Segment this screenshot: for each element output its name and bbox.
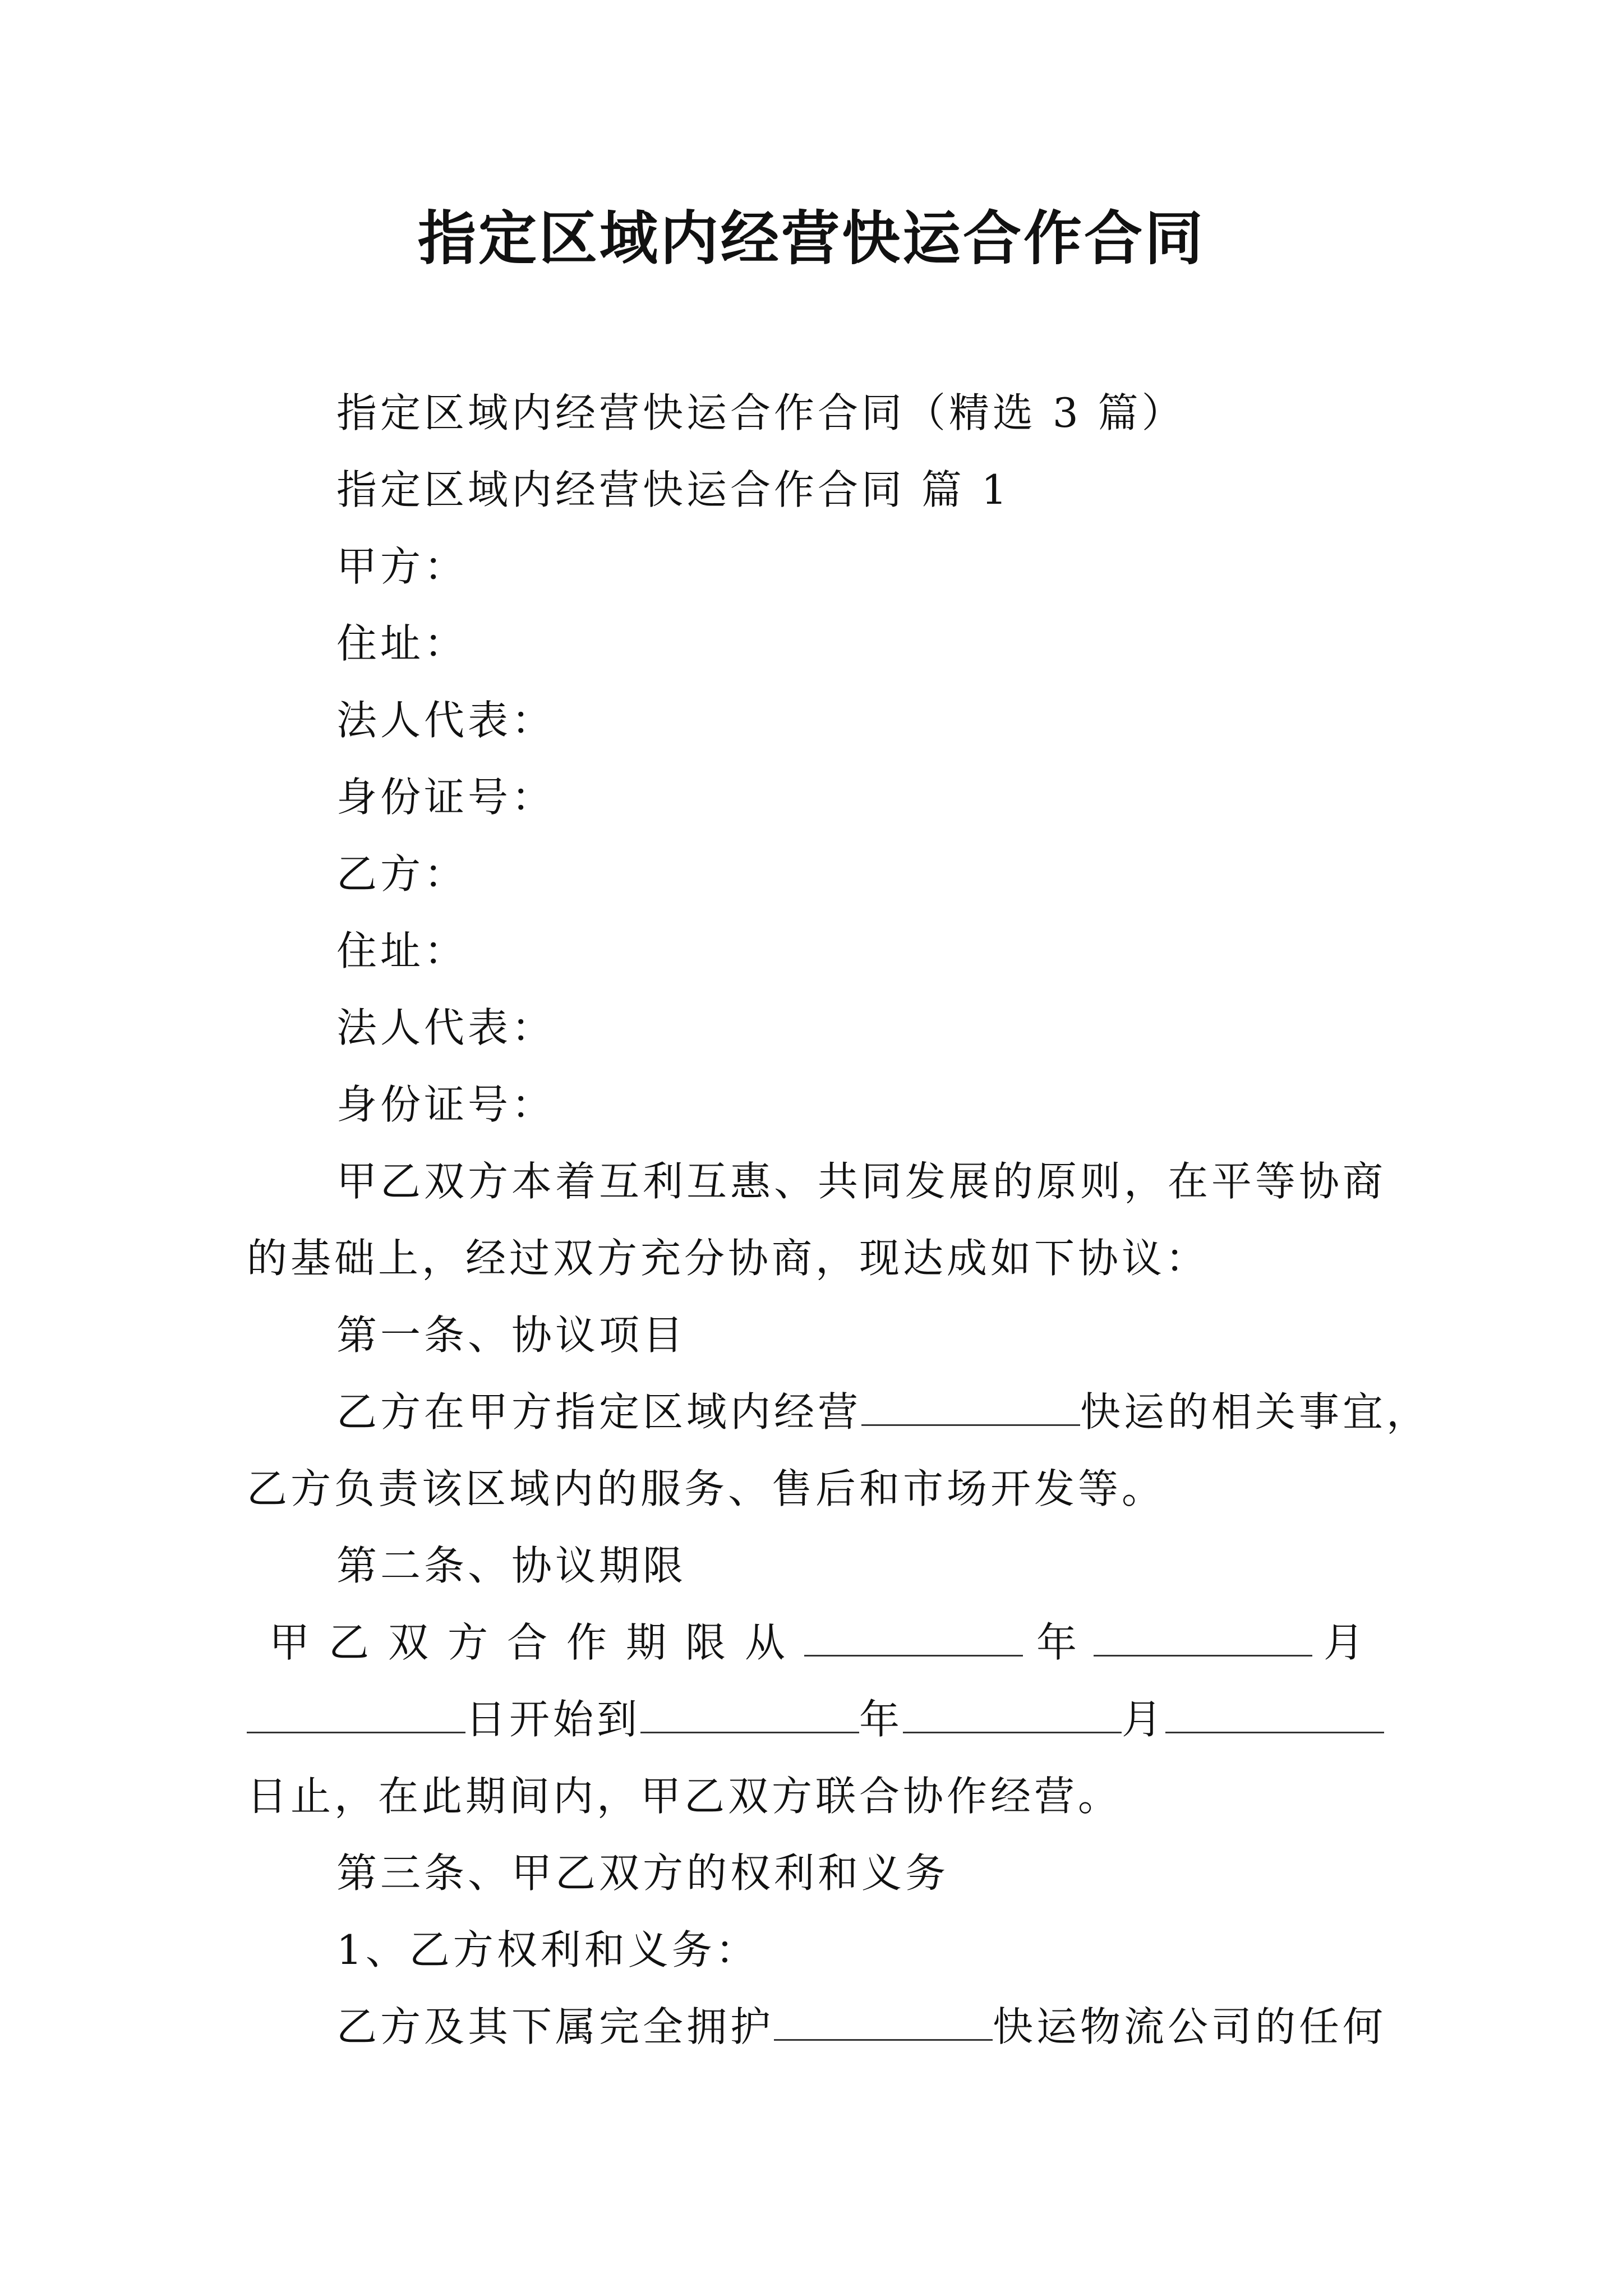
article-1-line-1 bbox=[247, 1374, 1431, 1451]
party-a-legal-rep: 法人代表： bbox=[336, 697, 556, 744]
blank-start-year bbox=[804, 1624, 1023, 1657]
party-a-address: 住址： bbox=[336, 620, 468, 667]
blank-end-year bbox=[640, 1701, 859, 1733]
article-2-line-2 bbox=[247, 1681, 1391, 1758]
party-b-address: 住址： bbox=[336, 927, 468, 974]
article-1-title: 第一条、协议项目 bbox=[336, 1312, 687, 1359]
article-2-text-month: 月 bbox=[1324, 1619, 1368, 1666]
article-2-text-end-year: 年 bbox=[859, 1696, 903, 1743]
article-2-text-until: 日开始到 bbox=[465, 1696, 641, 1743]
article-3-text-b: 快运物流公司的任何 bbox=[993, 2003, 1387, 2050]
section-title: 指定区域内经营快运合作合同 篇 1 bbox=[336, 466, 1011, 513]
intro-line-1: 甲乙双方本着互利互惠、共同发展的原则，在平等协商 bbox=[336, 1158, 1387, 1205]
article-2-text-end-month: 月 bbox=[1122, 1696, 1166, 1743]
blank-company-name bbox=[861, 1393, 1080, 1426]
blank-start-day bbox=[247, 1701, 465, 1733]
article-2-line-3: 日止，在此期间内，甲乙双方联合协作经营。 bbox=[247, 1773, 1122, 1820]
intro-line-2: 的基础上，经过双方充分协商，现达成如下协议： bbox=[247, 1235, 1210, 1282]
party-a-id-no: 身份证号： bbox=[336, 774, 556, 821]
blank-company-name-2 bbox=[774, 2008, 993, 2041]
article-2-title: 第二条、协议期限 bbox=[336, 1542, 687, 1589]
article-3-item-1: 1、乙方权利和义务： bbox=[336, 1926, 759, 1973]
article-1-line-2: 乙方负责该区域内的服务、售后和市场开发等。 bbox=[247, 1465, 1166, 1512]
party-b-label: 乙方： bbox=[336, 850, 468, 898]
article-2-text-a: 甲乙双方合作期限从 bbox=[269, 1619, 805, 1666]
blank-end-day bbox=[1165, 1701, 1384, 1733]
article-3-title: 第三条、甲乙双方的权利和义务 bbox=[336, 1849, 949, 1897]
article-3-text-a: 乙方及其下属完全拥护 bbox=[336, 2003, 774, 2050]
blank-start-month bbox=[1094, 1624, 1312, 1657]
party-a-label: 甲方： bbox=[336, 543, 468, 590]
party-b-legal-rep: 法人代表： bbox=[336, 1004, 556, 1051]
article-2-text-year: 年 bbox=[1036, 1619, 1081, 1666]
subtitle: 指定区域内经营快运合作合同（精选 3 篇） bbox=[336, 389, 1186, 436]
document-title: 指定区域内经营快运合作合同 bbox=[417, 204, 1205, 273]
article-1-text-a: 乙方在甲方指定区域内经营 bbox=[336, 1388, 862, 1435]
document-body bbox=[247, 375, 1431, 2065]
article-3-item-1-line-1 bbox=[247, 1989, 1391, 2065]
article-1-text-b: 快运的相关事宜， bbox=[1080, 1388, 1431, 1435]
party-b-id-no: 身份证号： bbox=[336, 1081, 556, 1128]
blank-end-month bbox=[903, 1701, 1122, 1733]
article-2-line-1 bbox=[247, 1604, 1391, 1681]
